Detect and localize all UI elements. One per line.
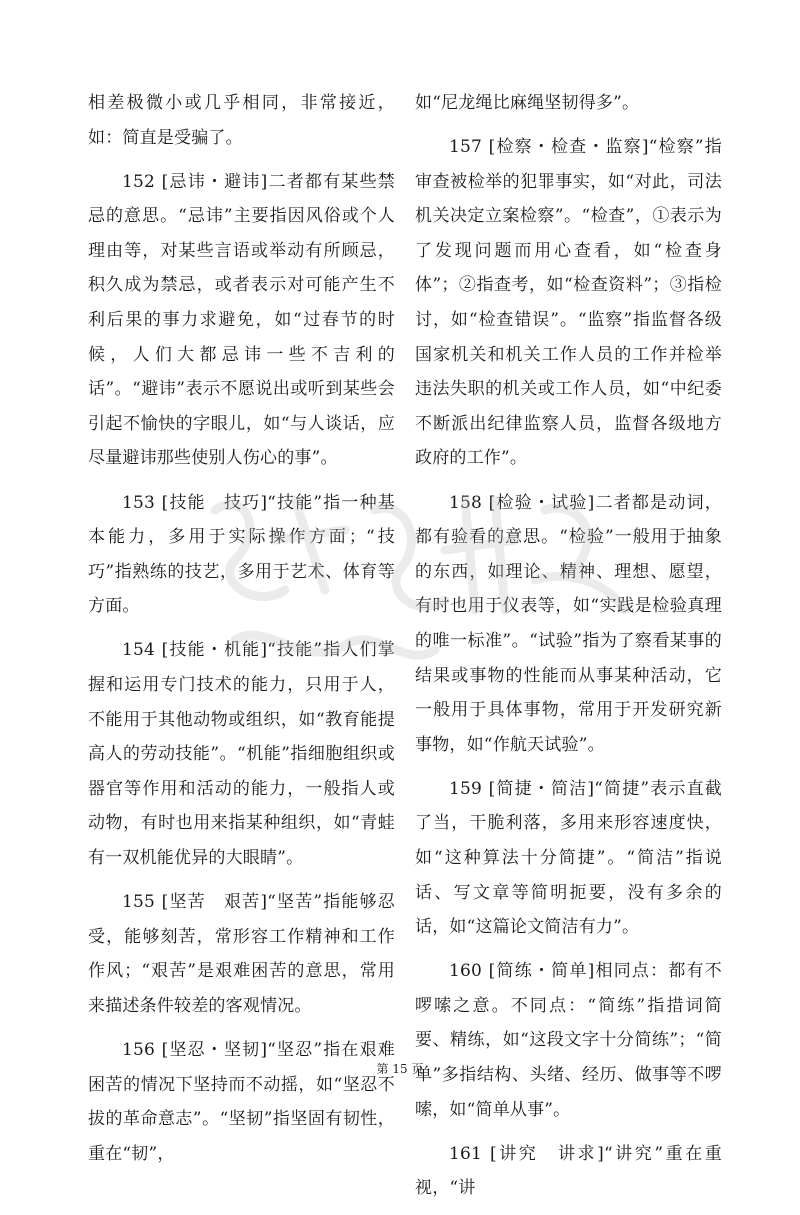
paragraph: 相差极微小或几乎相同，非常接近，如：简直是受骗了。: [88, 93, 395, 148]
paragraph: 152 [忌讳・避讳]二者都有某些禁忌的意思。“忌讳”主要指因风俗或个人理由等，对某些言语或举动有所顾忌，积久成为禁忌，或者表示对可能产生不利后果的事力求避免，如“过春节的时候，人们大都忌讳一些不吉利的话”。“避讳”表示不愿说出或听到某些会引起不愉快的字眼儿，如“与人谈话，应尽量避讳那些使别人伤心的事”。: [88, 171, 395, 469]
paragraph: 155 [坚苦 艰苦]“坚苦”指能够忍受，能够刻苦，常形容工作精神和工作作风；“艰苦”是艰难困苦的意思，常用来描述条件较差的客观情况。: [88, 892, 395, 1016]
paragraph: 154 [技能・机能]“技能”指人们掌握和运用专门技术的能力，只用于人，不能用于其他动物或组织，如“教育能提高人的劳动技能”。“机能”指细胞组织或器官等作用和活动的能力，一般指人或动物，有时也用来指某种组织，如“青蛙有一双机能优异的大眼睛”。: [88, 640, 395, 868]
paragraph: 153 [技能 技巧]“技能”指一种基本能力，多用于实际操作方面；“技巧”指熟练的技艺，多用于艺术、体育等方面。: [88, 492, 395, 617]
paragraph: 159 [简捷・简洁]“简捷”表示直截了当，干脆利落，多用来形容速度快，如“这种算法十分简捷”。“简洁”指说话、写文章等简明扼要，没有多余的话，如“这篇论文简洁有力”。: [415, 778, 722, 938]
left-text-column: [88, 86, 395, 1181]
paragraph: 156 [坚忍・坚韧]“坚忍”指在艰难困苦的情况下坚持而不动摇，如“坚忍不拔的革命意志”。“坚韧”指坚固有韧性，重在“韧”，: [88, 1039, 395, 1164]
paragraph: 158 [检验・试验]二者都是动词，都有验看的意思。“检验”一般用于抽象的东西，如理论、精神、理想、愿望，有时也用于仪表等，如“实践是检验真理的唯一标准”。“试验”指为了察看某事的结果或事物的性能而从事某种活动，它一般用于具体事物，常用于开发研究新事物，如“作航天试验”。: [415, 492, 722, 755]
right-text-column: [415, 86, 722, 1215]
paragraph: 157 [检察・检查・监察]“检察”指审查被检举的犯罪事实，如“对此，司法机关决定立案检察”。“检查”，①表示为了发现问题而用心查看，如“检查身体”；②指查考，如“检查资料”；③指检讨，如“检查错误”。“监察”指监督各级国家机关和机关工作人员的工作并检举违法失职的机关或工作人员，如“中纪委不断派出纪律监察人员，监督各级地方政府的工作”。: [415, 137, 722, 469]
paragraph: 160 [简练・简单]相同点：都有不啰嗦之意。不同点：“简练”指措词简要、精练，如“这段文字十分简练”；“简单”多指结构、头绪、经历、做事等不啰嗦，如“简单从事”。: [415, 961, 722, 1120]
paragraph: 如“尼龙绳比麻绳坚韧得多”。: [415, 93, 640, 113]
page-number: 第 15 页: [376, 1062, 424, 1076]
paragraph: 161 [讲究 讲求]“讲究”重在重视，“讲: [415, 1143, 722, 1199]
